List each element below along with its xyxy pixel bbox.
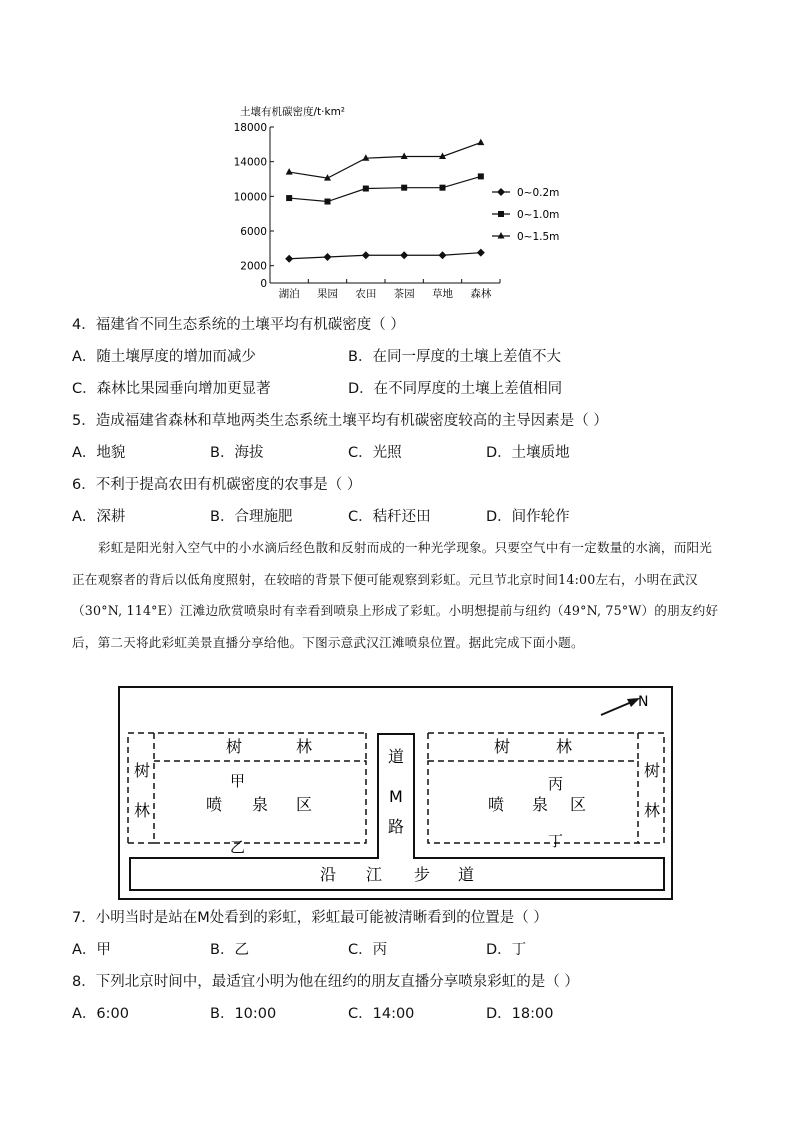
question-6-stem: 6．不利于提高农田有机碳密度的农事是（ ） xyxy=(72,477,362,493)
question-7-option-c[interactable]: C．丙 xyxy=(348,942,388,958)
chart-legend-label: 0~1.5m xyxy=(517,231,560,243)
chart-legend-label: 0~1.0m xyxy=(517,209,560,221)
question-5-option-d[interactable]: D．土壤质地 xyxy=(486,445,570,461)
question-8-stem: 8．下列北京时间中，最适宜小明为他在纽约的朋友直播分享喷泉彩虹的是（ ） xyxy=(72,974,579,990)
chart-series-line-0 xyxy=(289,253,481,259)
question-6-option-a[interactable]: A．深耕 xyxy=(72,509,126,525)
question-8-option-a[interactable]: A．6:00 xyxy=(72,1006,129,1022)
north-arrow-icon xyxy=(601,698,640,715)
chart-series-line-1 xyxy=(289,176,481,201)
chart-point xyxy=(477,249,485,257)
label-ding: 丁 xyxy=(548,832,564,850)
chart-y-tick-label: 10000 xyxy=(233,191,267,204)
chart-ylabel: 土壤有机碳密度/t·km² xyxy=(240,106,346,118)
left-fountain-char-2: 泉 xyxy=(252,795,269,814)
chart-y-tick-label: 2000 xyxy=(240,260,267,273)
passage-text: 彩虹是阳光射入空气中的小水滴后经色散和反射而成的一种光学现象。只要空气中有一定数量的水滴，而阳光正在观察者的背后以低角度照射，在较暗的背景下便可能观察到彩虹。元旦节北京时间14:00左右，小明在武汉（30°N, 114°E）江滩边欣赏喷泉时有幸看到喷泉上形成了彩虹。小明想提前与纽约（49°N, 75°W）的朋友约好后，第二天将此彩虹美景直播分享给他。下图示意武汉江滩喷泉位置。据此完成下面小题。 xyxy=(72,540,719,650)
label-jia: 甲 xyxy=(230,772,246,790)
left-fountain-char-1: 喷 xyxy=(206,795,223,814)
question-5-stem: 5．造成福建省森林和草地两类生态系统土壤平均有机碳密度较高的主导因素是（ ） xyxy=(72,413,608,429)
question-5-option-a[interactable]: A．地貌 xyxy=(72,445,126,461)
chart-point xyxy=(440,185,446,191)
road-char-2: M xyxy=(389,787,403,806)
question-7-stem: 7．小明当时是站在M处看到的彩虹，彩虹最可能被清晰看到的位置是（ ） xyxy=(72,910,548,926)
question-4-stem: 4．福建省不同生态系统的土壤平均有机碳密度（ ） xyxy=(72,317,405,333)
chart-point xyxy=(478,173,484,179)
left-top-forest-char-1: 树 xyxy=(226,737,243,756)
right-forest-boundary xyxy=(428,733,664,843)
label-bing: 丙 xyxy=(548,775,564,793)
road-char-1: 道 xyxy=(388,747,405,766)
right-fountain-char-2: 泉 xyxy=(532,795,549,814)
question-5-option-c[interactable]: C．光照 xyxy=(348,445,402,461)
chart-y-tick-label: 18000 xyxy=(233,122,267,134)
left-forest-boundary xyxy=(128,733,366,843)
chart-y-tick-label: 0 xyxy=(260,278,267,290)
rainbow-passage xyxy=(72,532,724,658)
chart-point xyxy=(400,251,408,259)
chart-point xyxy=(325,199,331,205)
chart-series-line-2 xyxy=(289,143,481,179)
question-7-option-d[interactable]: D．丁 xyxy=(486,942,527,958)
left-side-forest-char-2: 林 xyxy=(134,801,151,820)
left-top-forest-char-2: 林 xyxy=(296,737,313,756)
right-top-forest-char-2: 林 xyxy=(556,737,573,756)
walkway-char-3: 步 xyxy=(414,865,431,884)
chart-legend-marker xyxy=(498,232,505,239)
chart-x-tick-label: 湖泊 xyxy=(278,288,300,300)
chart-x-tick-label: 茶园 xyxy=(393,288,415,300)
question-4-option-c[interactable]: C．森林比果园垂向增加更显著 xyxy=(72,381,271,397)
question-6-option-d[interactable]: D．间作轮作 xyxy=(486,509,570,525)
fountain-location-map xyxy=(118,686,674,902)
question-6-option-c[interactable]: C．秸秆还田 xyxy=(348,509,431,525)
question-8-option-b[interactable]: B．10:00 xyxy=(210,1006,277,1022)
chart-legend-marker xyxy=(498,211,504,217)
chart-point xyxy=(477,139,484,146)
road-char-3: 路 xyxy=(388,817,405,836)
walkway-char-4: 道 xyxy=(458,865,475,884)
chart-point xyxy=(401,185,407,191)
chart-point xyxy=(362,154,369,161)
right-fountain-char-3: 区 xyxy=(570,795,587,814)
chart-x-tick-label: 森林 xyxy=(470,288,492,300)
chart-point xyxy=(286,195,292,201)
walkway-char-1: 沿 xyxy=(320,865,337,884)
chart-point xyxy=(362,251,370,259)
chart-point xyxy=(401,152,408,159)
question-7-option-b[interactable]: B．乙 xyxy=(210,942,249,958)
chart-point xyxy=(363,186,369,192)
chart-legend-label: 0~0.2m xyxy=(517,187,560,199)
question-7-option-a[interactable]: A．甲 xyxy=(72,942,111,958)
chart-point xyxy=(285,255,293,263)
chart-x-tick-label: 农田 xyxy=(355,288,377,300)
question-4-option-d[interactable]: D．在不同厚度的土壤上差值相同 xyxy=(348,381,563,397)
walkway-char-2: 江 xyxy=(366,865,383,884)
question-6-option-b[interactable]: B．合理施肥 xyxy=(210,509,293,525)
question-4-option-b[interactable]: B．在同一厚度的土壤上差值不大 xyxy=(348,349,561,365)
chart-x-tick-label: 果园 xyxy=(317,288,338,300)
chart-x-tick-label: 草地 xyxy=(432,288,453,300)
left-fountain-char-3: 区 xyxy=(296,795,313,814)
right-fountain-char-1: 喷 xyxy=(488,795,505,814)
chart-point xyxy=(286,168,293,175)
chart-point xyxy=(439,251,447,259)
chart-legend-marker xyxy=(497,188,505,196)
carbon-density-chart xyxy=(230,100,560,305)
question-4-option-a[interactable]: A．随土壤厚度的增加而减少 xyxy=(72,349,256,365)
label-yi: 乙 xyxy=(230,838,246,856)
right-side-forest-char-2: 林 xyxy=(644,801,661,820)
question-8-option-c[interactable]: C．14:00 xyxy=(348,1006,415,1022)
left-side-forest-char-1: 树 xyxy=(134,761,151,780)
right-side-forest-char-1: 树 xyxy=(644,761,661,780)
north-label: N xyxy=(638,694,649,710)
chart-point xyxy=(324,253,332,261)
chart-y-tick-label: 6000 xyxy=(240,226,267,238)
question-8-option-d[interactable]: D．18:00 xyxy=(486,1006,554,1022)
right-top-forest-char-1: 树 xyxy=(494,737,511,756)
question-5-option-b[interactable]: B．海拔 xyxy=(210,445,264,461)
chart-y-tick-label: 14000 xyxy=(233,156,267,169)
